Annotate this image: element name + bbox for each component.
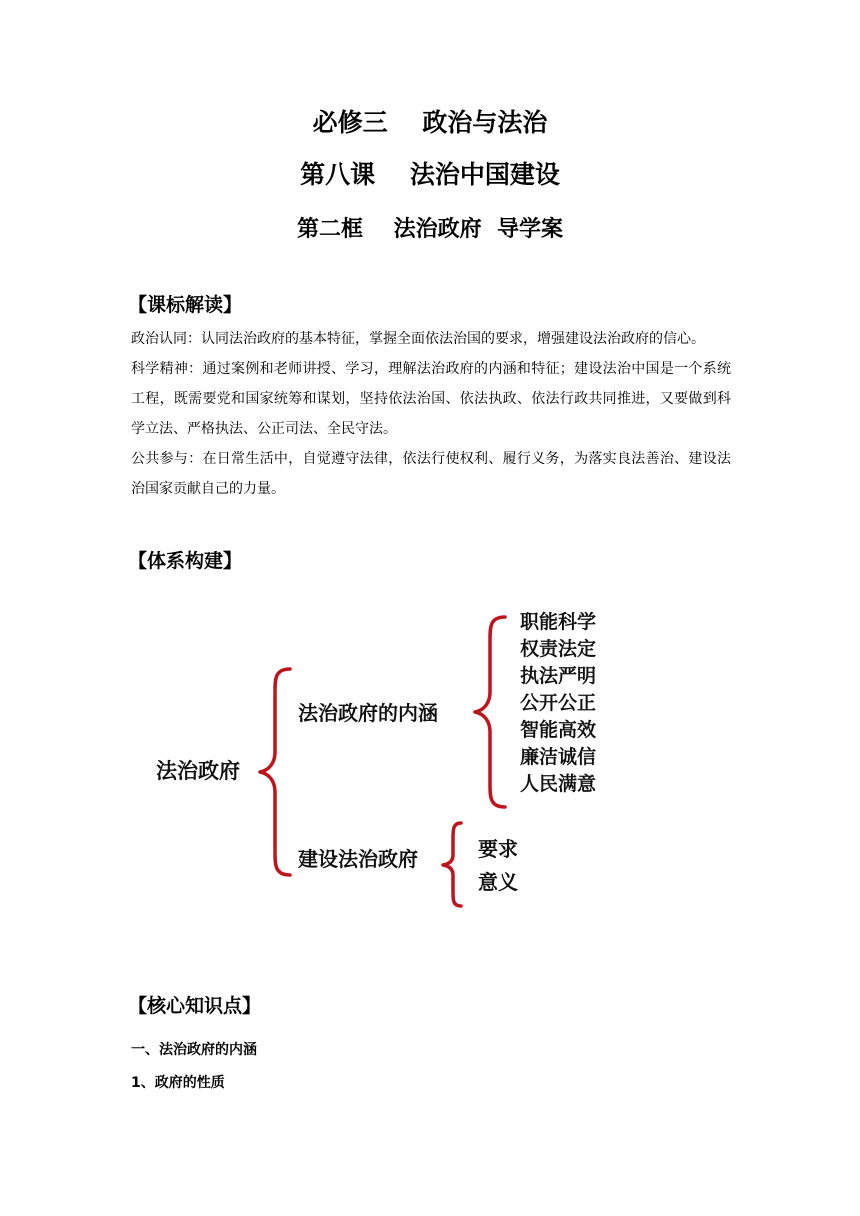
root-brace (260, 669, 290, 875)
curriculum-paragraph-science: 科学精神：通过案例和老师讲授、学习，理解法治政府的内涵和特征；建设法治中国是一个系统工程，既需要党和国家统筹和谋划，坚持依法治国、依法执政、依法行政共同推进，又要做到科学立法、严格执法、公正司法、全民守法。 (131, 361, 731, 437)
diagram-root: 法治政府 (156, 759, 240, 783)
branch-construction: 建设法治政府 (298, 847, 418, 871)
core-subheading-2: 1、政府的性质 (131, 1075, 225, 1091)
lesson-title: 第八课 法治中国建设 (300, 160, 560, 189)
item-open-fair: 公开公正 (520, 692, 597, 714)
core-subheading-1: 一、法治政府的内涵 (131, 1042, 257, 1058)
item-significance: 意义 (478, 870, 518, 894)
item-smart-efficient: 智能高效 (520, 719, 597, 741)
construction-brace (443, 823, 461, 906)
curriculum-paragraph-political: 政治认同：认同法治政府的基本特征，掌握全面依法治国的要求，增强建设法治政府的信心。 (131, 331, 705, 347)
item-function-science: 职能科学 (520, 611, 597, 633)
core-heading: 【核心知识点】 (128, 995, 262, 1017)
course-title: 必修三 政治与法治 (312, 108, 548, 137)
item-people-satisfied: 人民满意 (520, 773, 597, 795)
branch-connotation: 法治政府的内涵 (298, 701, 438, 725)
curriculum-paragraph-participation: 公共参与：在日常生活中，自觉遵守法律，依法行使权利、履行义务，为落实良法善治、建设法治国家贡献自己的力量。 (131, 451, 731, 497)
item-strict-enforcement: 执法严明 (520, 665, 597, 687)
item-requirement: 要求 (478, 837, 518, 861)
section-title: 第二框 法治政府 导学案 (297, 217, 563, 242)
item-clean-honest: 廉洁诚信 (520, 746, 597, 768)
item-rights-law: 权责法定 (520, 638, 597, 660)
curriculum-heading: 【课标解读】 (128, 294, 243, 316)
system-heading: 【体系构建】 (128, 550, 243, 572)
connotation-brace (475, 617, 505, 807)
